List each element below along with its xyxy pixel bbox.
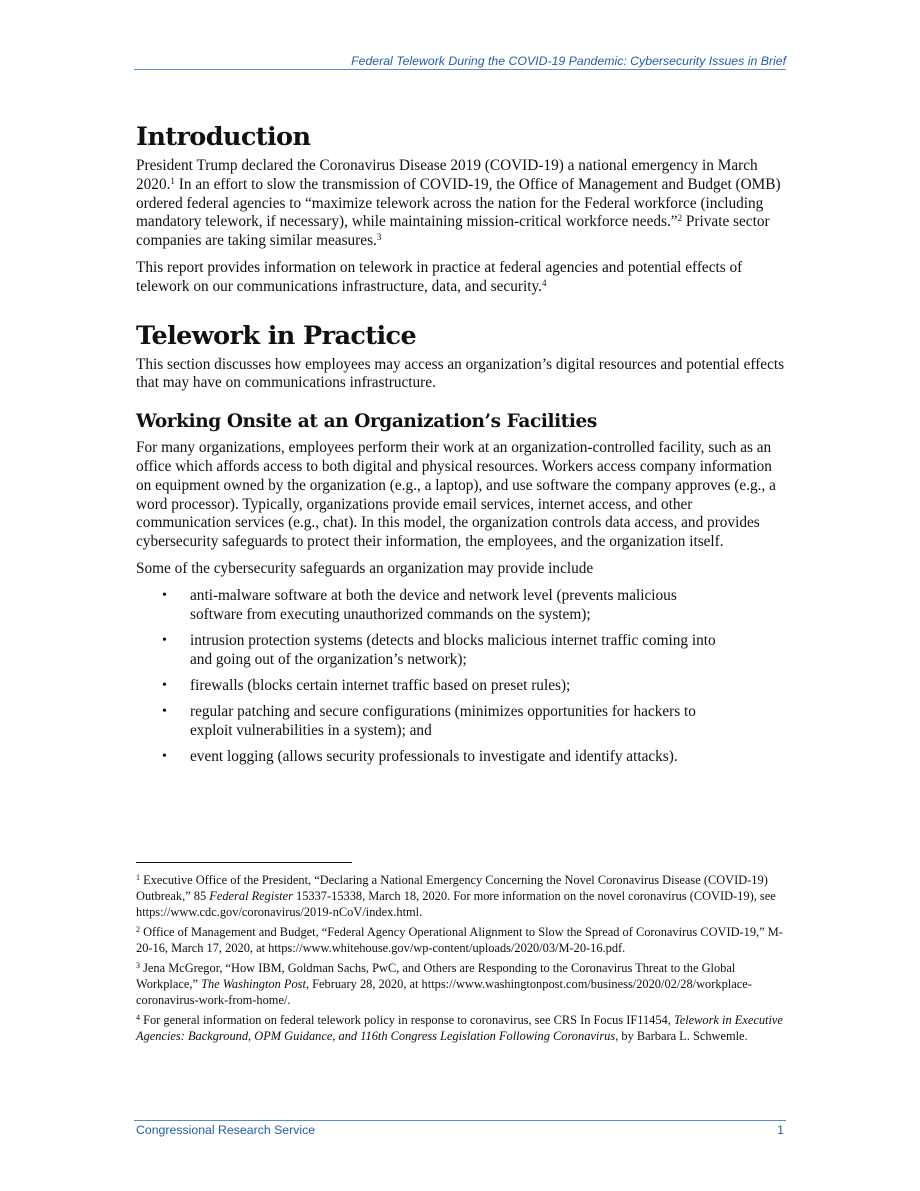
list-item-text: event logging (allows security professionals to investigate and identify attacks). [190,748,678,766]
heading-introduction: Introduction [136,122,311,152]
bullet-icon: • [162,587,167,603]
list-item [136,703,788,741]
footnote-1-text-b: 15337-15338, March 18, 2020. For more information on the novel coronavirus (COVID-19), see https://www.cdc.gov/coronavirus/2019-nCoV/index.html. [136,888,776,919]
bullet-icon: • [162,704,167,720]
bullet-icon: • [162,677,167,693]
footnote-4-text-a: For general information on federal telework policy in response to coronavirus, see CRS In Focus IF11454, [140,1012,674,1027]
list-item-text: regular patching and secure configurations (minimizes opportunities for hackers to exploit vulnerabilities in a system); and [190,703,696,740]
footnote-number: 4 [136,1012,140,1022]
list-item [136,748,788,767]
bullet-icon: • [162,749,167,765]
list-item [136,632,788,670]
footnote-3-text-a: Jena McGregor, “How IBM, Goldman Sachs, PwC, and Others are Responding to the Coronavirus Threat to the Global Workplace,” [136,960,736,991]
footnote-3-italic: The Washington Post [201,976,306,991]
footnote-ref-3[interactable]: 3 [376,232,382,243]
footnote-number: 1 [136,873,140,882]
running-header: Federal Telework During the COVID-19 Pandemic: Cybersecurity Issues in Brief [351,54,786,68]
footnote-2 [136,925,788,957]
footnote-1-text-a: Executive Office of the President, “Declaring a National Emergency Concerning the Novel Coronavirus Disease (COVID-19) Outbreak,” 85 [136,873,768,903]
intro-paragraph-2 [136,259,788,297]
footer-page-number: 1 [777,1123,784,1137]
list-item-text: intrusion protection systems (detects and blocks malicious internet traffic coming into and going out of the organization’s network); [190,631,716,668]
list-item-text: firewalls (blocks certain internet traffic based on preset rules); [190,676,571,694]
footnote-4 [136,1013,788,1045]
footer-publisher: Congressional Research Service [136,1123,316,1137]
footnote-4-italic: Telework in Executive Agencies: Background, OPM Guidance, and 116th Congress Legislation Following Coronavirus [136,1012,783,1043]
subheading-working-onsite: Working Onsite at an Organization’s Facilities [136,411,597,433]
footnote-4-text-b: , by Barbara L. Schwemle. [615,1028,748,1043]
list-item-text: anti-malware software at both the device and network level (prevents malicious software from executing unauthorized commands on the system); [190,586,677,623]
intro-paragraph-1 [136,157,788,251]
safeguards-list [136,587,788,767]
footnote-separator [136,862,352,863]
footnote-2-text: Office of Management and Budget, “Federal Agency Operational Alignment to Slow the Spread of Coronavirus COVID-19,” M-20-16, March 17, 2020, at https://www.whitehouse.gov/wp-content/uploads/2020/03/M-20-16.pdf. [136,924,783,955]
footnotes [136,873,788,1049]
bullet-icon: • [162,632,167,648]
footnote-3-text-b: , February 28, 2020, at https://www.washingtonpost.com/business/2020/02/28/workplace-coronavirus-work-from-home/. [136,976,752,1007]
intro-p1-text-a: President Trump declared the Coronavirus Disease 2019 (COVID-19) a national emergency in March 2020. [136,157,758,193]
footnote-ref-1[interactable]: 1 [170,175,175,186]
onsite-paragraph-1: For many organizations, employees perform their work at an organization-controlled facility, such as an office which affords access to both digital and physical resources. Workers access company information on equipment owned by the organization (e.g., a laptop), and use software the company approves (e.g., a word processor). Typically, organizations provide email services, internet access, and other communication services (e.g., chat). In this model, the organization controls data access, and provides cybersecurity safeguards to protect their information, the employees, and the organization itself. [136,439,776,551]
onsite-paragraph-2: Some of the cybersecurity safeguards an organization may provide include [136,559,594,577]
footnote-1-italic: Federal Register [209,888,293,903]
intro-p1-text-b: In an effort to slow the transmission of COVID-19, the Office of Management and Budget (OMB) ordered federal agencies to “maximize telework across the nation for the Federal workforce (including mandatory telework, if necessary), while maintaining mission-critical workforce needs.” [136,175,781,231]
list-item [136,587,788,625]
list-item [136,677,788,696]
main-content [136,120,788,775]
telework-intro-paragraph: This section discusses how employees may access an organization’s digital resources and potential effects that may have on communications infrastructure. [136,355,785,392]
footnote-ref-2[interactable]: 2 [677,213,683,224]
intro-p2-text: This report provides information on telework in practice at federal agencies and potential effects of telework on our communications infrastructure, data, and security. [136,258,743,295]
header-rule [134,69,786,70]
footnote-number: 2 [136,924,140,934]
intro-p1-text-c: Private sector companies are taking similar measures. [136,213,770,250]
footnote-1 [136,873,788,920]
footnote-number: 3 [136,960,140,970]
heading-telework-in-practice: Telework in Practice [136,320,417,351]
footer-rule [134,1120,786,1121]
footnote-ref-4[interactable]: 4 [541,277,547,288]
footnote-3 [136,961,788,1008]
